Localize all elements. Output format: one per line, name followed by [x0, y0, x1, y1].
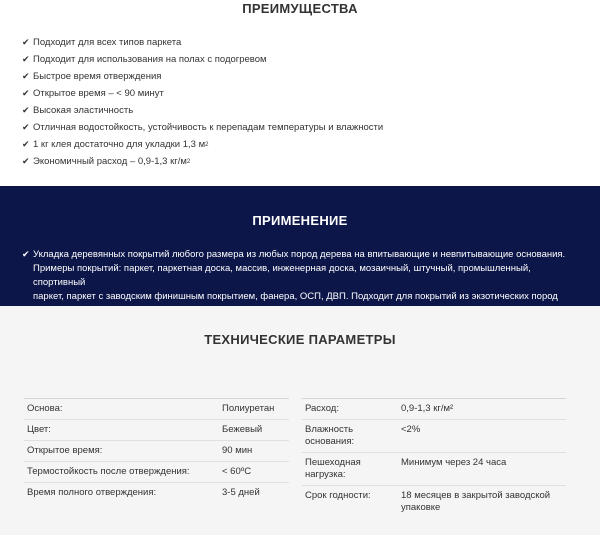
- table-row: Цвет: Бежевый: [24, 420, 289, 441]
- table-row: Время полного отверждения: 3-5 дней: [24, 483, 289, 504]
- list-item: ✔ Подходит для использования на полах с подогревом: [22, 51, 383, 68]
- table-row: Открытое время: 90 мин: [24, 441, 289, 462]
- application-section: [0, 186, 600, 306]
- checkmark-icon: ✔: [22, 54, 30, 64]
- advantages-section: [0, 0, 600, 186]
- checkmark-icon: ✔: [22, 88, 30, 98]
- advantages-title: ПРЕИМУЩЕСТВА: [242, 1, 358, 16]
- table-row: Термостойкость после отверждения: < 60ºС: [24, 462, 289, 483]
- list-item: ✔ Экономичный расход – 0,9-1,3 кг/м 2: [22, 153, 383, 170]
- params-table-left: [24, 398, 289, 503]
- checkmark-icon: ✔: [22, 249, 30, 259]
- checkmark-icon: ✔: [22, 156, 30, 166]
- params-section: [0, 306, 600, 535]
- advantages-list: [22, 34, 383, 170]
- params-title: ТЕХНИЧЕСКИЕ ПАРАМЕТРЫ: [204, 332, 396, 347]
- list-item: ✔ 1 кг клея достаточно для укладки 1,3 м 2: [22, 136, 383, 153]
- list-item: ✔ Отличная водостойкость, устойчивость к перепадам температуры и влажности: [22, 119, 383, 136]
- list-item: ✔ Быстрое время отверждения: [22, 68, 383, 85]
- params-table-right: [302, 398, 566, 518]
- table-row: Основа: Полиуретан: [24, 399, 289, 420]
- checkmark-icon: ✔: [22, 139, 30, 149]
- list-item: ✔ Подходит для всех типов паркета: [22, 34, 383, 51]
- application-title: ПРИМЕНЕНИЕ: [252, 213, 348, 228]
- list-item: ✔ Открытое время – < 90 минут: [22, 85, 383, 102]
- checkmark-icon: ✔: [22, 71, 30, 81]
- checkmark-icon: ✔: [22, 105, 30, 115]
- table-row: Пешеходная нагрузка: Минимум через 24 часа: [302, 453, 566, 486]
- table-row: Влажность основания: <2%: [302, 420, 566, 453]
- application-text: ✔ Укладка деревянных покрытий любого размера из любых пород дерева на впитывающие и невпитывающие основания. Примеры покрытий: паркет, паркетная доска, массив, инженерная доска, мозаичный, штучный, промышленный, спортивный паркет, паркет с заводским финишным покрытием, фанера, ОСП, ДВП. Подходит для покрытий из экзотических пород: [22, 249, 566, 302]
- checkmark-icon: ✔: [22, 37, 30, 47]
- table-row: Расход: 0,9-1,3 кг/м²: [302, 399, 566, 420]
- list-item: ✔ Высокая эластичность: [22, 102, 383, 119]
- table-row: Срок годности: 18 месяцев в закрытой заводской упаковке: [302, 486, 566, 519]
- checkmark-icon: ✔: [22, 122, 30, 132]
